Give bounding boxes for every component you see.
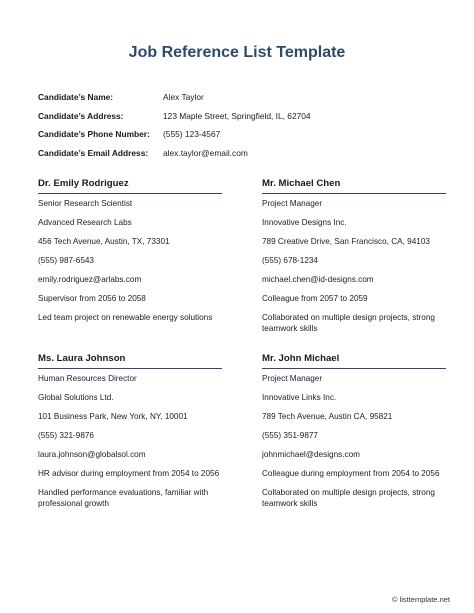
candidate-phone-label: Candidate’s Phone Number: xyxy=(38,129,150,139)
candidate-name-value: Alex Taylor xyxy=(163,92,204,102)
reference-name: Ms. Laura Johnson xyxy=(38,353,222,369)
candidate-address-label: Candidate’s Address: xyxy=(38,110,124,121)
reference-company: Innovative Designs Inc. xyxy=(262,218,347,227)
reference-title: Project Manager xyxy=(262,199,323,208)
reference-card xyxy=(38,178,222,332)
candidate-email-row xyxy=(38,144,311,163)
page-title: Job Reference List Template xyxy=(128,44,346,61)
reference-title: Human Resources Director xyxy=(38,374,137,383)
reference-title: Project Manager xyxy=(262,374,323,383)
candidate-email-value: alex.taylor@email.com xyxy=(163,147,248,158)
reference-title: Senior Research Scientist xyxy=(38,199,133,208)
candidate-name-label: Candidate’s Name: xyxy=(38,92,114,102)
reference-email: michael.chen@id-designs.com xyxy=(262,275,374,284)
reference-relationship: HR advisor during employment from 2054 to 2056 xyxy=(38,469,220,478)
reference-address: 789 Tech Avenue, Austin CA, 95821 xyxy=(262,412,393,421)
reference-email: laura.johnson@globalsol.com xyxy=(38,450,146,459)
reference-name: Mr. Michael Chen xyxy=(262,178,446,194)
footer-credit: © listtemplate.net xyxy=(391,595,450,604)
reference-name: Dr. Emily Rodriguez xyxy=(38,178,222,194)
reference-phone: (555) 351-9877 xyxy=(262,431,318,440)
candidate-phone-value: (555) 123-4567 xyxy=(163,129,221,139)
reference-phone: (555) 321-9876 xyxy=(38,431,94,440)
reference-company: Advanced Research Labs xyxy=(38,218,132,227)
reference-note: Collaborated on multiple design projects, strong teamwork skills xyxy=(262,488,435,508)
reference-note: Handled performance evaluations, familiar with professional growth xyxy=(38,488,209,508)
candidate-email-label: Candidate’s Email Address: xyxy=(38,147,149,158)
reference-note: Led team project on renewable energy solutions xyxy=(38,313,213,322)
reference-note: Collaborated on multiple design projects, strong teamwork skills xyxy=(262,313,435,333)
candidate-name-row xyxy=(38,88,311,107)
candidate-address-value: 123 Maple Street, Springfield, IL, 62704 xyxy=(163,110,311,121)
reference-relationship: Colleague during employment from 2054 to 2056 xyxy=(262,469,440,478)
reference-relationship: Supervisor from 2056 to 2058 xyxy=(38,294,146,303)
reference-phone: (555) 987-6543 xyxy=(38,256,94,265)
reference-card xyxy=(262,353,446,518)
reference-relationship: Colleague from 2057 to 2059 xyxy=(262,294,368,303)
reference-company: Global Solutions Ltd. xyxy=(38,393,114,402)
reference-email: emily.rodriguez@arlabs.com xyxy=(38,275,142,284)
candidate-phone-row xyxy=(38,125,311,144)
reference-card xyxy=(38,353,222,518)
reference-email: johnmichael@designs.com xyxy=(262,450,360,459)
reference-company: Innovative Links Inc. xyxy=(262,393,337,402)
candidate-address-row xyxy=(38,107,311,126)
reference-address: 456 Tech Avenue, Austin, TX, 73301 xyxy=(38,237,170,246)
reference-phone: (555) 678-1234 xyxy=(262,256,318,265)
reference-card xyxy=(262,178,446,343)
reference-address: 789 Creative Drive, San Francisco, CA, 94103 xyxy=(262,237,430,246)
reference-address: 101 Business Park, New York, NY, 10001 xyxy=(38,412,188,421)
candidate-info xyxy=(38,88,311,162)
reference-name: Mr. John Michael xyxy=(262,353,446,369)
